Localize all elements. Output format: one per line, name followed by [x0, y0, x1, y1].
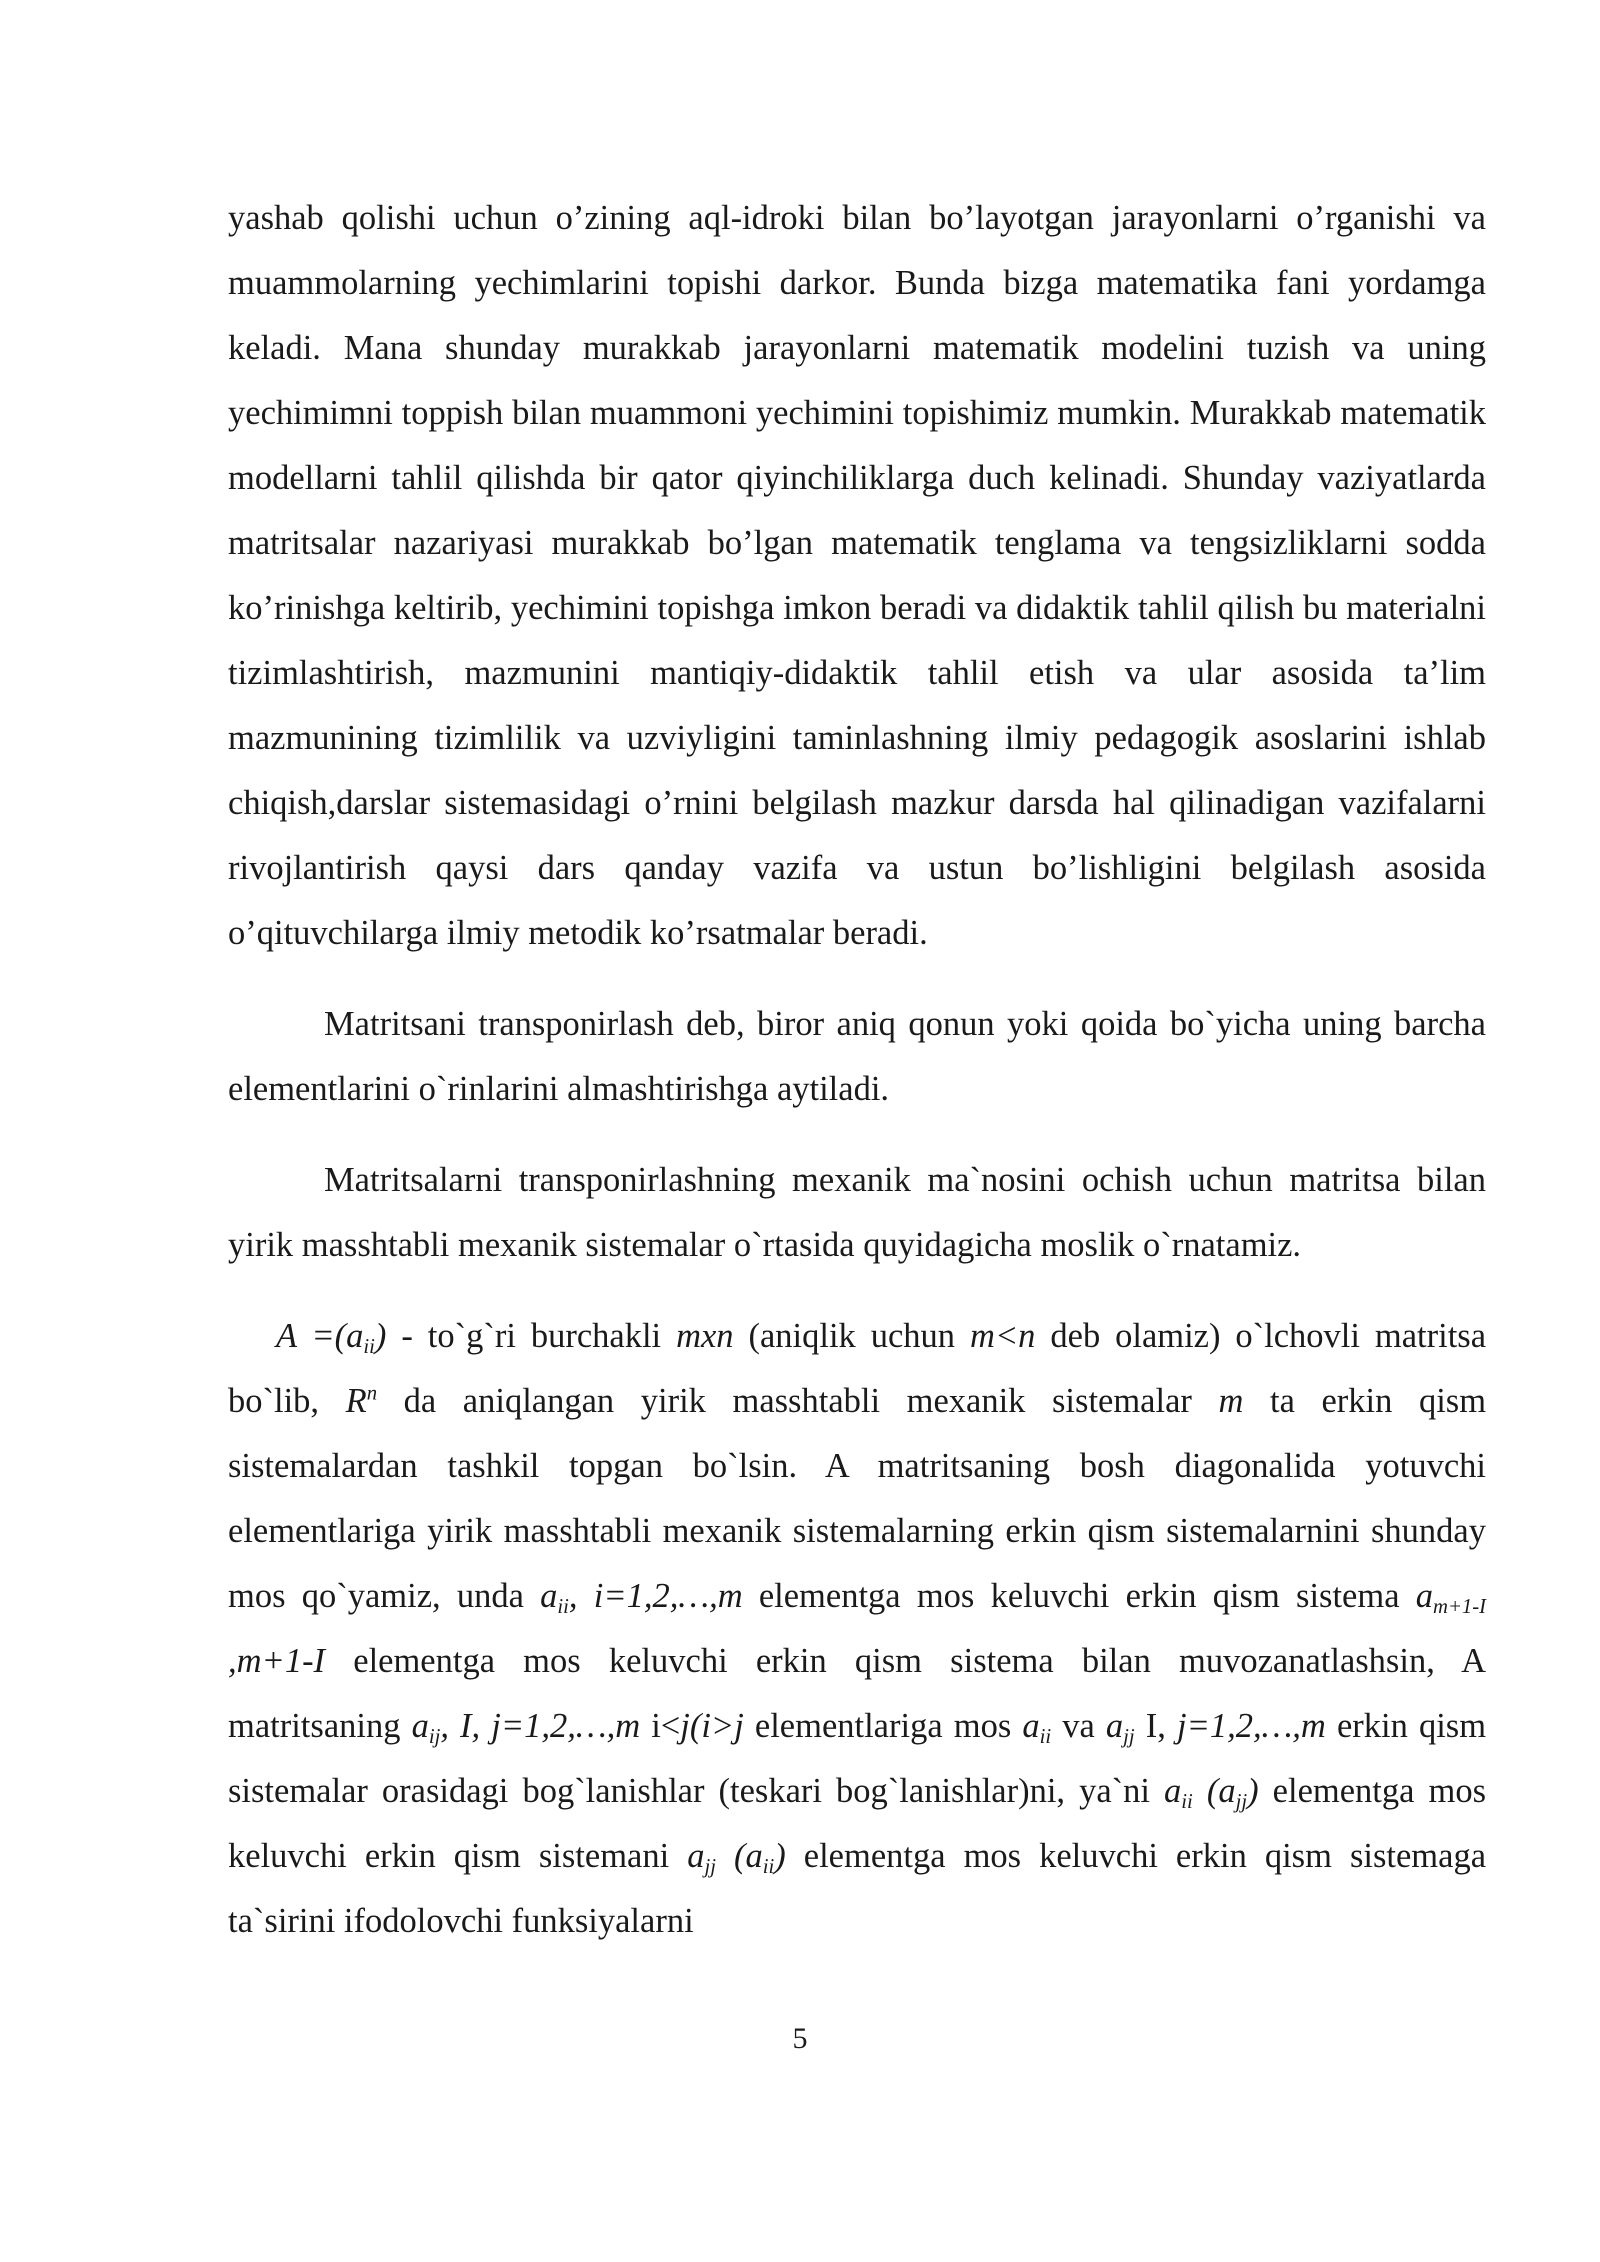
formula-am1i: $a_{m+1-I}$ ,m+1-I	[228, 1577, 1487, 1680]
formula-m-less-n: m<n	[969, 1317, 1036, 1355]
formula-ajj-aii: $a_{jj}$ $(a_{ii})$	[687, 1837, 786, 1879]
page-content	[228, 186, 1486, 1954]
paragraph-transpose-definition: Matritsani transponirlash deb, biror aniq qonun yoki qoida bo`yicha uning barcha elementlarini o`rinlarini almashtirishga aytiladi.	[228, 1005, 1486, 1108]
formula-matrix-a: $A =(a_{ii})$	[276, 1317, 387, 1359]
formula-m: m	[1218, 1382, 1244, 1420]
paragraph-mechanical-meaning: Matritsalarni transponirlashning mexanik ma`nosini ochish uchun matritsa bilan yirik masshtabli mexanik sistemalar o`rtasida quyidagicha moslik o`rnatamiz.	[228, 1161, 1486, 1264]
formula-aii-range: $a_{ii}$, i=1,2,…,m	[540, 1577, 743, 1619]
formula-ajj: $a_{jj}$	[1105, 1707, 1135, 1749]
formula-aij-range: $a_{ij}$, I, j=1,2,…,m	[411, 1707, 641, 1749]
paragraph-intro: yashab qolishi uchun o’zining aql-idroki bilan bo’layotgan jarayonlarni o’rganishi va muammolarning yechimlarini topishi darkor. Bunda bizga matematika fani yordamga keladi. Mana shunday murakkab jarayonlarni matematik modelini tuzish va uning yechimimni toppish bilan muammoni yechimini topishimiz mumkin. Murakkab matematik modellarni tahlil qilishda bir qator qiyinchiliklarga duch kelinadi. Shunday vaziyatlarda matritsalar nazariyasi murakkab bo’lgan matematik tenglama va tengsizliklarni sodda ko’rinishga keltirib, yechimini topishga imkon beradi va didaktik tahlil qilish bu materialni tizimlashtirish, mazmunini mantiqiy-didaktik tahlil etish va ular asosida ta’lim mazmunining tizimlilik va uzviyligini taminlashning ilmiy pedagogik asoslarini ishlab chiqish,darslar sistemasidagi o’rnini belgilash mazkur darsda hal qilinadigan vazifalarni rivojlantirish qaysi dars qanday vazifa va ustun bo’lishligini belgilash asosida o’qituvchilarga ilmiy metodik ko’rsatmalar beradi.	[228, 199, 1486, 952]
formula-aii: $a_{ii}$	[1022, 1707, 1052, 1749]
formula-aii-ajj: $a_{ii}$ $(a_{jj})$	[1164, 1772, 1259, 1814]
formula-rn: $R^n$	[345, 1382, 378, 1420]
formula-mxn: mxn	[676, 1317, 734, 1355]
formula-j-range: j=1,2,…,m	[1177, 1707, 1326, 1745]
paragraph-matrix-correspondence: $A =(a_{ii})$ - to`g`ri burchakli mxn (aniqlik uchun m<n deb olamiz) o`lchovli matritsa bo`lib, $R^n$ da aniqlangan yirik masshtabli mexanik sistemalar m ta erkin qism sistemalardan tashkil topgan bo`lsin. A matritsaning bosh diagonalida yotuvchi elementlariga yirik masshtabli mexanik sistemalarning erkin qism sistemalarnini shunday mos qo`yamiz, unda $a_{ii}$, i=1,2,…,m elementga mos keluvchi erkin qism sistema $a_{m+1-I}$ ,m+1-I elementga mos keluvchi erkin qism sistema bilan muvozanatlashsin, A matritsaning $a_{ij}$, I, j=1,2,…,m i<j(i>j elementlariga mos $a_{ii}$ va $a_{jj}$ I, j=1,2,…,m erkin qism sistemalar orasidagi bog`lanishlar (teskari bog`lanishlar)ni, ya`ni $a_{ii}$ $(a_{jj})$ elementga mos keluvchi erkin qism sistemani $a_{jj}$ $(a_{ii})$ elementga mos keluvchi erkin qism sistemaga ta`sirini ifodolovchi funksiyalarni	[228, 1317, 1487, 1940]
formula-j-i-gt-j: j(i>j	[680, 1707, 744, 1745]
page-number: 5	[792, 2022, 808, 2055]
